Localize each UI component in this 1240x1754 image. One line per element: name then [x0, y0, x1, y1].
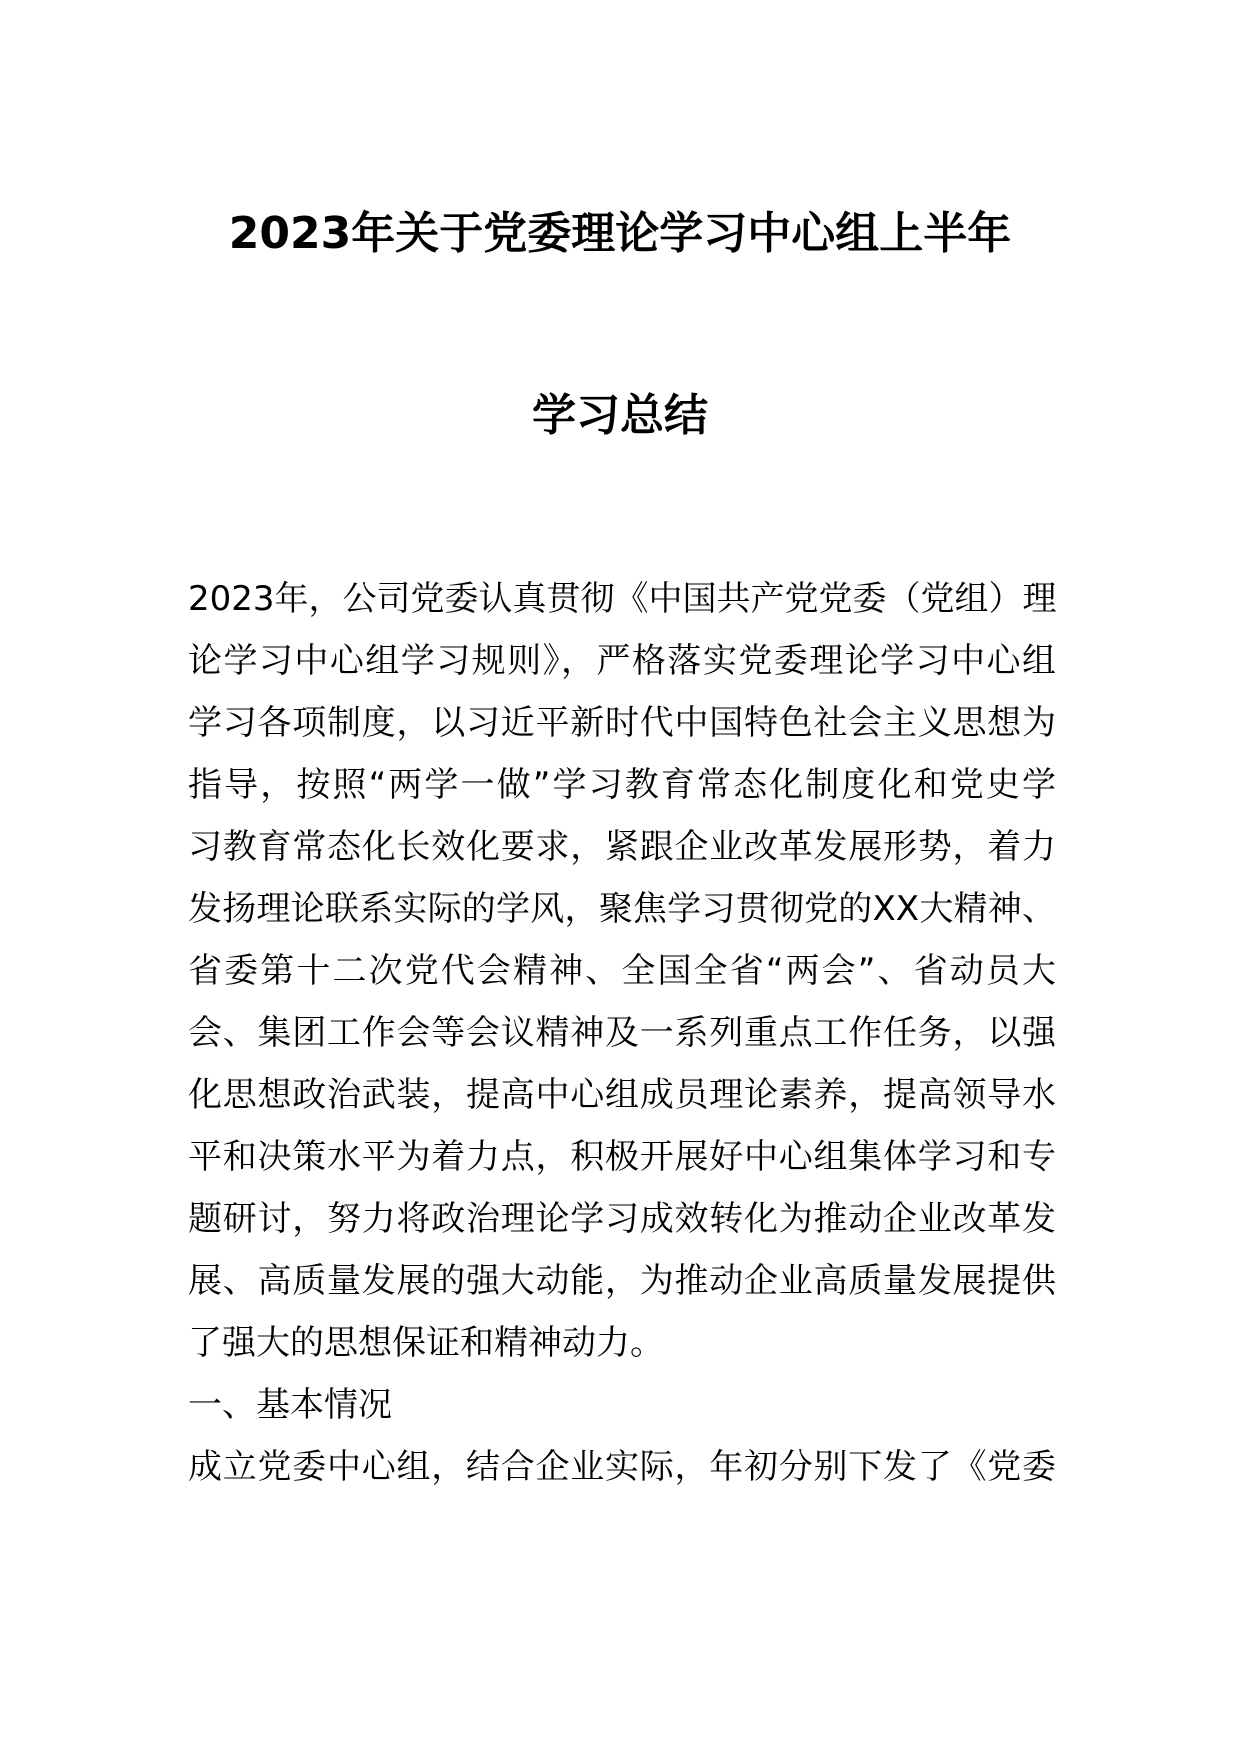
body-line: 会、集团工作会等会议精神及一系列重点工作任务，以强: [188, 1013, 1056, 1053]
section-heading: 一、基本情况: [188, 1385, 392, 1425]
body-line: 省委第十二次党代会精神、全国全省“两会”、省动员大: [188, 951, 1056, 991]
document-title-line-1: 2023年关于党委理论学习中心组上半年: [228, 208, 1012, 259]
document-title-line-2: 学习总结: [532, 390, 708, 441]
document-body: [188, 568, 1056, 1498]
body-line: 指导，按照“两学一做”学习教育常态化制度化和党史学: [188, 765, 1056, 805]
body-line: 化思想政治武装，提高中心组成员理论素养，提高领导水: [188, 1075, 1056, 1115]
body-line: 发扬理论联系实际的学风，聚焦学习贯彻党的XX大精神、: [188, 889, 1056, 929]
body-line: 了强大的思想保证和精神动力。: [188, 1323, 664, 1363]
body-line: 题研讨，努力将政治理论学习成效转化为推动企业改革发: [188, 1199, 1056, 1239]
body-line: 成立党委中心组，结合企业实际，年初分别下发了《党委: [188, 1447, 1056, 1487]
body-line: 论学习中心组学习规则》，严格落实党委理论学习中心组: [188, 641, 1056, 681]
body-line: 2023年，公司党委认真贯彻《中国共产党党委（党组）理: [188, 579, 1057, 619]
body-line: 学习各项制度，以习近平新时代中国特色社会主义思想为: [188, 703, 1056, 743]
body-line: 平和决策水平为着力点，积极开展好中心组集体学习和专: [188, 1137, 1056, 1177]
body-line: 习教育常态化长效化要求，紧跟企业改革发展形势，着力: [188, 827, 1056, 867]
body-line: 展、高质量发展的强大动能，为推动企业高质量发展提供: [188, 1261, 1056, 1301]
